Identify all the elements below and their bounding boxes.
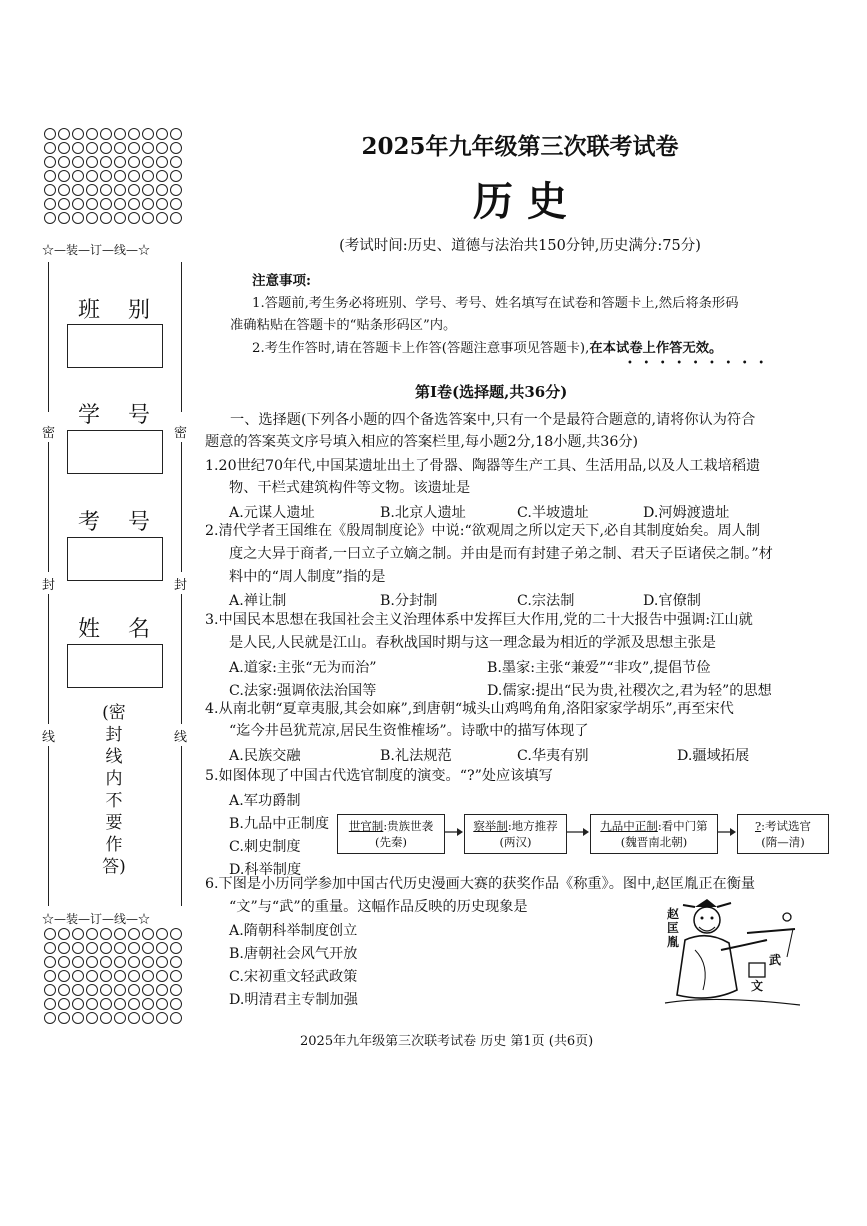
binding-circle [114, 142, 126, 154]
seal-line-left-mid [48, 442, 49, 572]
binding-circle [156, 970, 168, 982]
binding-circle [128, 142, 140, 154]
flow-desc-chaju: :地方推荐 [507, 819, 558, 833]
binding-circle [58, 128, 70, 140]
emphasis-dots: ••••••••• [627, 358, 775, 369]
flow-arrow-1 [444, 826, 464, 838]
binding-circle [72, 942, 84, 954]
binding-circle [114, 984, 126, 996]
binding-circle [86, 1012, 98, 1024]
q3-line2: 是人民,人民就是江山。春秋战国时期与这一理念最为相近的学派及思想主张是 [229, 635, 716, 651]
binding-circle [72, 198, 84, 210]
binding-circle [114, 156, 126, 168]
flow-box-jiupin [590, 814, 718, 854]
binding-circle [142, 128, 154, 140]
q2-option-c[interactable]: C.宗法制 [517, 593, 575, 609]
binding-circle [86, 142, 98, 154]
q3-option-b[interactable]: B.墨家:主张“兼爱”“非攻”,提倡节俭 [487, 660, 711, 676]
binding-circle [114, 928, 126, 940]
q5-line1: 5.如图体现了中国古代选官制度的演变。“?”处应该填写 [205, 768, 553, 784]
seal-warning: (密封线内不要作答) [102, 703, 126, 877]
exam-info: (考试时间:历史、道德与法治共150分钟,历史满分:75分) [339, 238, 701, 254]
binding-circle [58, 198, 70, 210]
binding-circle [128, 128, 140, 140]
binding-circle [114, 956, 126, 968]
flow-era-chaju: (两汉) [499, 835, 532, 849]
binding-circle [86, 928, 98, 940]
binding-circle [58, 998, 70, 1010]
binding-circle [100, 212, 112, 224]
binding-circle [114, 170, 126, 182]
q5-option-d[interactable]: D.科举制度 [229, 862, 302, 878]
binding-circle [86, 970, 98, 982]
binding-circle [156, 184, 168, 196]
binding-circle [58, 984, 70, 996]
binding-circle [114, 998, 126, 1010]
q1-option-c[interactable]: C.半坡遗址 [517, 505, 589, 521]
binding-circle [156, 198, 168, 210]
binding-circle [114, 970, 126, 982]
field-label-student-no: 学号 [78, 403, 179, 428]
binding-circle [86, 128, 98, 140]
binding-circle [142, 984, 154, 996]
binding-circle [100, 198, 112, 210]
binding-circle [142, 184, 154, 196]
binding-circle [44, 984, 56, 996]
binding-circle [170, 970, 182, 982]
binding-circle [156, 142, 168, 154]
binding-circle [72, 128, 84, 140]
binding-circle [44, 184, 56, 196]
flow-arrow-3 [717, 826, 737, 838]
seal-line-left-upper [48, 262, 49, 412]
flow-desc-unknown: :考试选官 [761, 819, 812, 833]
binding-circle [58, 956, 70, 968]
binding-circle [44, 942, 56, 954]
binding-circle [44, 928, 56, 940]
binding-circle [156, 928, 168, 940]
q5-option-a[interactable]: A.军功爵制 [229, 793, 301, 809]
binding-circle [72, 156, 84, 168]
binding-circle [100, 170, 112, 182]
flow-box-unknown [737, 814, 829, 854]
binding-circle [170, 184, 182, 196]
seal-char-xian-left: 线 [42, 730, 56, 745]
binding-circle [114, 184, 126, 196]
binding-circle [44, 128, 56, 140]
exam-title: 2025年九年级第三次联考试卷 [361, 133, 679, 160]
binding-circle [170, 142, 182, 154]
binding-circle [58, 928, 70, 940]
q1-option-b[interactable]: B.北京人遗址 [380, 505, 466, 521]
binding-circle [44, 970, 56, 982]
binding-circle [100, 942, 112, 954]
q2-option-b[interactable]: B.分封制 [380, 593, 438, 609]
q6-option-d[interactable]: D.明清君主专制加强 [229, 992, 358, 1008]
cartoon-name-label: 赵匡胤 [667, 907, 680, 949]
binding-circle [128, 170, 140, 182]
field-box-name[interactable] [67, 644, 163, 688]
bind-line-top: ☆—装—订—线—☆ [42, 243, 151, 257]
notes-item1-line2: 准确粘贴在答题卡的“贴条形码区”内。 [230, 318, 457, 333]
q4-line1: 4.从南北朝“夏章夷服,其会如麻”,到唐朝“城头山鸡鸣角角,洛阳家家学胡乐”,再至宋代 [205, 701, 734, 717]
notes-heading: 注意事项: [252, 273, 311, 289]
binding-circle [142, 970, 154, 982]
binding-circle [170, 984, 182, 996]
binding-circle [44, 156, 56, 168]
binding-circle [44, 142, 56, 154]
binding-circle [170, 212, 182, 224]
seal-char-feng-left: 封 [42, 578, 56, 593]
binding-circle [142, 212, 154, 224]
q3-option-c[interactable]: C.法家:强调依法治国等 [229, 683, 377, 699]
circle-grid-top [44, 128, 186, 224]
section-heading: 第Ⅰ卷(选择题,共36分) [415, 383, 568, 401]
q4-option-c[interactable]: C.华夷有别 [517, 748, 589, 764]
binding-circle [72, 956, 84, 968]
q4-option-a[interactable]: A.民族交融 [229, 748, 301, 764]
binding-circle [156, 212, 168, 224]
binding-circle [142, 156, 154, 168]
binding-circle [58, 170, 70, 182]
q5-option-b[interactable]: B.九品中正制度 [229, 816, 330, 832]
binding-circle [58, 184, 70, 196]
binding-circle [86, 170, 98, 182]
binding-circle [58, 142, 70, 154]
binding-circle [142, 170, 154, 182]
binding-circle [156, 1012, 168, 1024]
binding-circle [114, 128, 126, 140]
binding-circle [44, 956, 56, 968]
binding-circle [58, 970, 70, 982]
binding-circle [128, 156, 140, 168]
binding-circle [128, 1012, 140, 1024]
q3-option-a[interactable]: A.道家:主张“无为而治” [229, 660, 377, 676]
binding-circle [128, 942, 140, 954]
field-label-name: 姓名 [78, 617, 179, 642]
binding-circle [72, 1012, 84, 1024]
seal-line-left-bottom [48, 746, 49, 906]
seal-line-right-upper [181, 262, 182, 412]
circle-grid-bottom [44, 928, 186, 1024]
binding-circle [114, 1012, 126, 1024]
q4-line2: “迄今井邑犹荒凉,居民生资惟榷场”。诗歌中的描写体现了 [229, 723, 589, 739]
notes-item2 [252, 338, 722, 360]
binding-circle [86, 942, 98, 954]
q1-option-a[interactable]: A.元谋人遗址 [229, 505, 315, 521]
flow-box-chaju [464, 814, 567, 854]
binding-circle [100, 970, 112, 982]
binding-circle [142, 998, 154, 1010]
instruction-line1: 一、选择题(下列各小题的四个备选答案中,只有一个是最符合题意的,请将你认为符合 [230, 412, 756, 428]
flow-desc-jiupin: :看中门第 [657, 819, 708, 833]
binding-circle [86, 184, 98, 196]
seal-line-right-mid [181, 442, 182, 572]
flow-name-unknown: ? [754, 819, 762, 833]
binding-circle [100, 956, 112, 968]
binding-circle [100, 1012, 112, 1024]
binding-circle [170, 1012, 182, 1024]
seal-char-mi-left: 密 [42, 426, 56, 441]
binding-circle [142, 1012, 154, 1024]
binding-circle [114, 212, 126, 224]
flow-box-shiguan [337, 814, 445, 854]
field-label-class: 班别 [78, 298, 179, 323]
binding-circle [100, 998, 112, 1010]
q1-line2: 物、干栏式建筑构件等文物。该遗址是 [229, 480, 471, 496]
q4-option-b[interactable]: B.礼法规范 [380, 748, 452, 764]
binding-circle [156, 156, 168, 168]
notes-item1-line1: 1.答题前,考生务必将班别、学号、考号、姓名填写在试卷和答题卡上,然后将条形码 [252, 296, 739, 311]
q4-option-d[interactable]: D.疆域拓展 [677, 748, 750, 764]
binding-circle [72, 184, 84, 196]
field-box-class[interactable] [67, 324, 163, 368]
q6-option-c[interactable]: C.宋初重文轻武政策 [229, 969, 358, 985]
q1-option-d[interactable]: D.河姆渡遗址 [643, 505, 730, 521]
cartoon-wen-label: 文 [751, 979, 764, 993]
q2-line3: 料中的“周人制度”指的是 [229, 569, 386, 585]
binding-circle [72, 928, 84, 940]
binding-circle [156, 128, 168, 140]
binding-circle [142, 928, 154, 940]
binding-circle [72, 142, 84, 154]
binding-circle [100, 928, 112, 940]
binding-circle [86, 956, 98, 968]
q1-line1: 1.20世纪70年代,中国某遗址出土了骨器、陶器等生产工具、生活用品,以及人工栽培稻遗 [205, 458, 761, 474]
seal-line-right-bottom [181, 746, 182, 906]
binding-circle [128, 198, 140, 210]
binding-circle [100, 184, 112, 196]
binding-circle [114, 942, 126, 954]
binding-circle [142, 942, 154, 954]
binding-circle [72, 212, 84, 224]
seal-char-feng-right: 封 [174, 578, 188, 593]
binding-circle [142, 956, 154, 968]
bind-line-bottom: ☆—装—订—线—☆ [42, 912, 151, 926]
flow-name-shiguan: 世官制 [348, 819, 384, 833]
binding-circle [44, 170, 56, 182]
field-box-student-no[interactable] [67, 430, 163, 474]
binding-circle [86, 198, 98, 210]
binding-circle [156, 956, 168, 968]
notes-item2-emphasis: 在本试卷上作答无效。 [589, 341, 723, 356]
q2-option-d[interactable]: D.官僚制 [643, 593, 701, 609]
q2-line1: 2.清代学者王国维在《殷周制度论》中说:“欲观周之所以定天下,必自其制度始矣。周人制 [205, 523, 761, 539]
binding-circle [44, 198, 56, 210]
cartoon-wu-label: 武 [769, 953, 782, 967]
binding-circle [72, 170, 84, 182]
binding-circle [44, 1012, 56, 1024]
binding-circle [128, 928, 140, 940]
seal-char-xian-right: 线 [174, 730, 188, 745]
flow-name-jiupin: 九品中正制 [600, 819, 658, 833]
q2-line2: 度之大异于商者,一曰立子立嫡之制。并由是而有封建子弟之制、君天子臣诸侯之制。”材 [229, 546, 773, 562]
q6-line1: 6.下图是小历同学参加中国古代历史漫画大赛的获奖作品《称重》。图中,赵匡胤正在衡量 [205, 876, 756, 892]
binding-circle [128, 956, 140, 968]
binding-circle [128, 984, 140, 996]
binding-circle [142, 198, 154, 210]
binding-circle [100, 142, 112, 154]
q5-option-c[interactable]: C.刺史制度 [229, 839, 301, 855]
seal-line-right-lower [181, 594, 182, 724]
binding-circle [86, 984, 98, 996]
binding-circle [170, 928, 182, 940]
binding-circle [72, 998, 84, 1010]
cartoon-weighing [655, 895, 805, 1010]
binding-circle [100, 984, 112, 996]
flow-era-shiguan: (先秦) [375, 835, 407, 849]
flow-desc-shiguan: :贵族世袭 [383, 819, 434, 833]
binding-circle [156, 942, 168, 954]
page-footer: 2025年九年级第三次联考试卷 历史 第1页 (共6页) [300, 1034, 594, 1049]
q6-option-b[interactable]: B.唐朝社会风气开放 [229, 946, 358, 962]
subject-title: 历 史 [473, 178, 567, 225]
binding-circle [128, 212, 140, 224]
binding-circle [128, 184, 140, 196]
flow-era-unknown: (隋—清) [761, 835, 805, 849]
flow-arrow-2 [566, 826, 590, 838]
flow-era-jiupin: (魏晋南北朝) [620, 835, 688, 849]
binding-circle [128, 998, 140, 1010]
binding-circle [156, 170, 168, 182]
binding-circle [156, 984, 168, 996]
binding-circle [156, 998, 168, 1010]
binding-circle [142, 142, 154, 154]
binding-circle [170, 128, 182, 140]
binding-circle [72, 970, 84, 982]
binding-circle [58, 212, 70, 224]
field-label-exam-no: 考号 [78, 510, 179, 535]
field-box-exam-no[interactable] [67, 537, 163, 581]
flow-name-chaju: 察举制 [473, 819, 508, 833]
q3-line1: 3.中国民本思想在我国社会主义治理体系中发挥巨大作用,党的二十大报告中强调:江山就 [205, 612, 753, 628]
instruction-line2: 题意的答案英文序号填入相应的答案栏里,每小题2分,18小题,共36分) [205, 434, 639, 450]
binding-circle [128, 970, 140, 982]
binding-circle [170, 998, 182, 1010]
q6-line2: “文”与“武”的重量。这幅作品反映的历史现象是 [229, 899, 528, 915]
binding-circle [170, 156, 182, 168]
q6-option-a[interactable]: A.隋朝科举制度创立 [229, 923, 358, 939]
binding-circle [44, 998, 56, 1010]
q2-option-a[interactable]: A.禅让制 [229, 593, 287, 609]
binding-circle [86, 998, 98, 1010]
binding-circle [170, 198, 182, 210]
binding-circle [100, 156, 112, 168]
binding-circle [100, 128, 112, 140]
binding-circle [86, 212, 98, 224]
binding-circle [170, 942, 182, 954]
seal-line-left-lower [48, 594, 49, 724]
binding-circle [58, 942, 70, 954]
binding-circle [44, 212, 56, 224]
notes-item2-text: 2.考生作答时,请在答题卡上作答(答题注意事项见答题卡), [252, 341, 590, 356]
binding-circle [170, 170, 182, 182]
seal-char-mi-right: 密 [174, 426, 188, 441]
q3-option-d[interactable]: D.儒家:提出“民为贵,社稷次之,君为轻”的思想 [487, 683, 772, 699]
binding-circle [58, 156, 70, 168]
binding-circle [72, 984, 84, 996]
binding-circle [170, 956, 182, 968]
binding-circle [114, 198, 126, 210]
binding-circle [58, 1012, 70, 1024]
binding-circle [86, 156, 98, 168]
